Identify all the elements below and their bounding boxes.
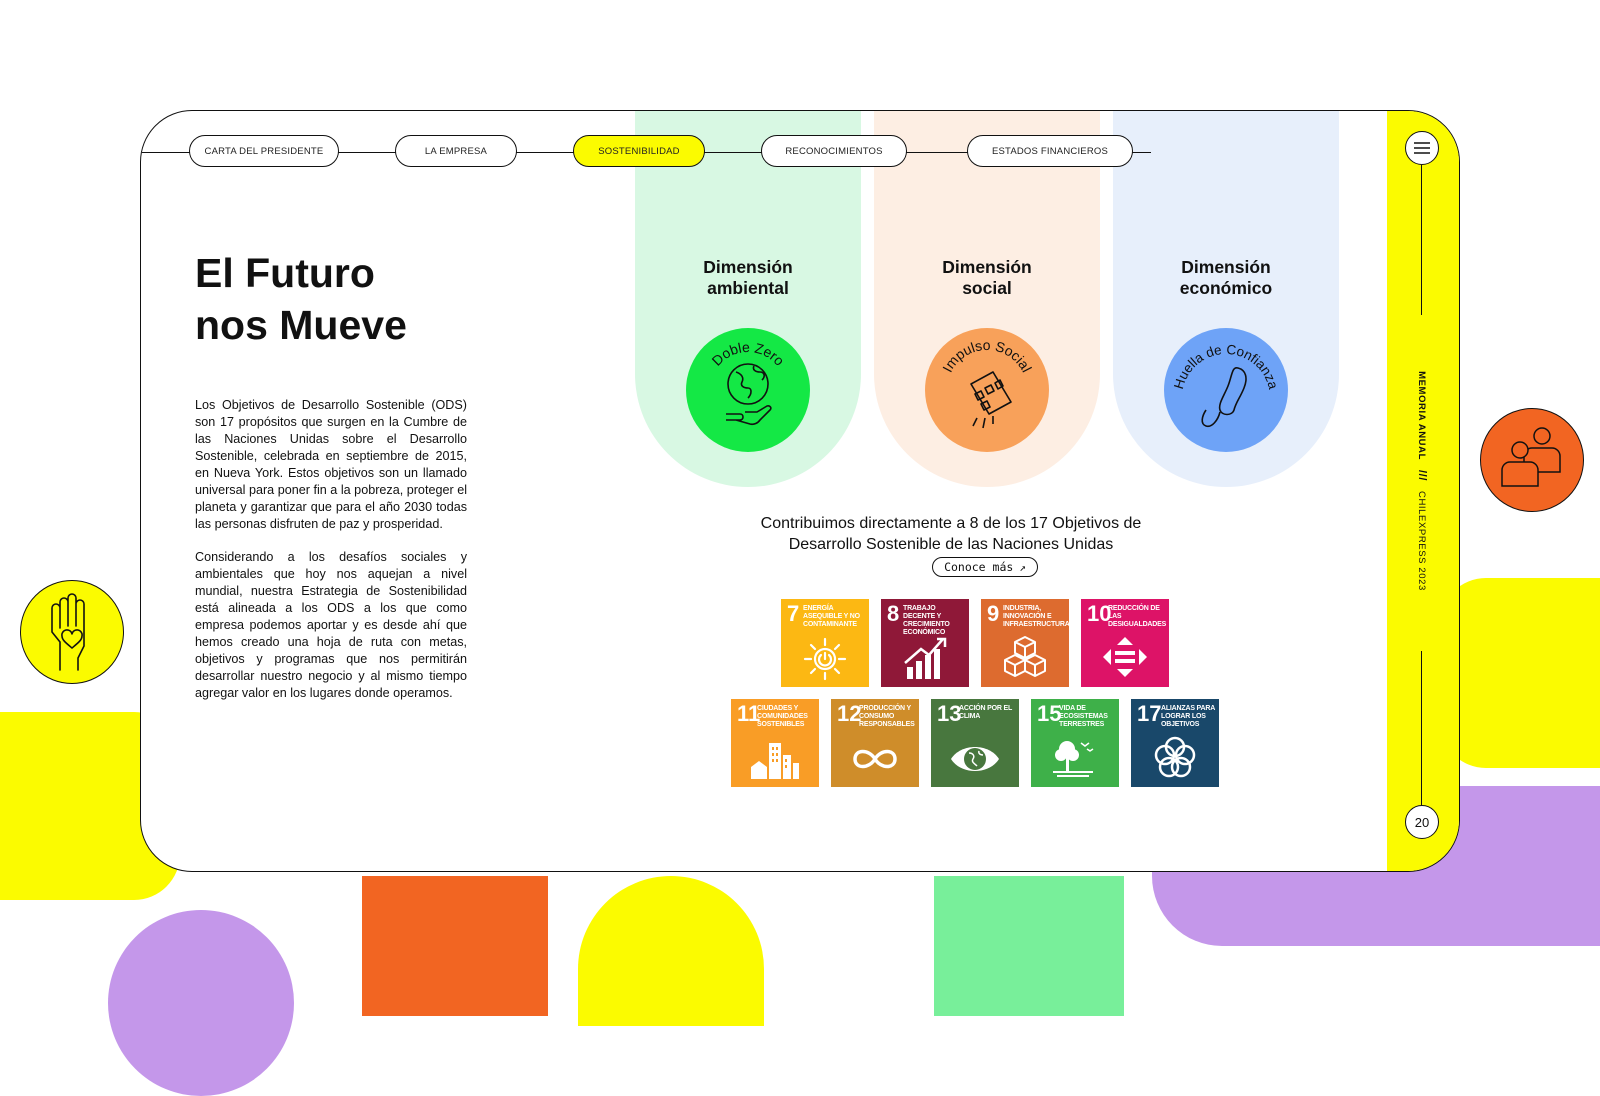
ods-title: REDUCCIÓN DE LAS DESIGUALDADES bbox=[1108, 605, 1167, 628]
cubes-icon bbox=[999, 633, 1051, 681]
footprint-icon bbox=[1164, 328, 1288, 452]
conoce-mas-button[interactable] bbox=[932, 557, 1038, 577]
rail-line-bottom bbox=[1421, 651, 1422, 805]
ods-number: 12 bbox=[837, 701, 862, 726]
ods-tile-13[interactable] bbox=[931, 699, 1019, 787]
dimension-economico-title bbox=[1113, 257, 1339, 299]
main-card bbox=[140, 110, 1460, 872]
decorative-purple-circle bbox=[108, 910, 294, 1096]
tab-label: RECONOCIMIENTOS bbox=[785, 145, 883, 157]
page-title-line1: El Futuro bbox=[195, 250, 375, 296]
ods-intro-line2: Desarrollo Sostenible de las Naciones Unidas bbox=[788, 536, 1114, 553]
strategy-paragraph: Considerando a los desafíos sociales y ambientales que hoy nos aquejan a nivel mundial, nuestra Estrategia de Sostenibilidad está alineada a los ODS a los que como empresa podemos aportar y es desde ahí que hemos creado una hoja de ruta con metas, objetivos y programas que nos permitirán desarrollar nuestro negocio y al mismo tiempo agregar valor en los lugares donde operamos. bbox=[195, 550, 467, 700]
menu-button[interactable] bbox=[1405, 131, 1439, 165]
impulso-social-badge[interactable] bbox=[925, 328, 1049, 452]
dimension-title-line2: económico bbox=[1179, 278, 1273, 298]
ods-intro-line1: Contribuimos directamente a 8 de los 17 Objetivos de bbox=[760, 515, 1142, 532]
ods-tile-8[interactable] bbox=[881, 599, 969, 687]
page-number: 20 bbox=[1405, 805, 1439, 839]
arrow-up-right-icon: ↗ bbox=[1019, 560, 1026, 574]
ods-title: ACCIÓN POR EL CLIMA bbox=[959, 705, 1012, 720]
hand-heart-badge bbox=[20, 580, 124, 684]
ods-tile-15[interactable] bbox=[1031, 699, 1119, 787]
ods-title: PRODUCCIÓN Y CONSUMO RESPONSABLES bbox=[859, 705, 915, 728]
ods-number: 10 bbox=[1087, 601, 1112, 626]
page-title bbox=[195, 247, 407, 351]
decorative-green-shape bbox=[934, 876, 1124, 1016]
ods-tile-12[interactable] bbox=[831, 699, 919, 787]
ods-tile-9[interactable] bbox=[981, 599, 1069, 687]
ods-number: 7 bbox=[787, 601, 800, 626]
ods-title: TRABAJO DECENTE Y CRECIMIENTO ECONÓMICO bbox=[903, 605, 950, 636]
ods-number: 8 bbox=[887, 601, 900, 626]
chilexpress-logo-icon: /// bbox=[1416, 470, 1428, 481]
ods-number: 17 bbox=[1137, 701, 1162, 726]
tab-sostenibilidad[interactable] bbox=[573, 135, 705, 167]
dimension-title-line1: Dimensión bbox=[942, 257, 1032, 277]
tab-carta-del-presidente[interactable] bbox=[189, 135, 339, 167]
dimension-title-line1: Dimensión bbox=[703, 257, 793, 277]
ods-title: ENERGÍA ASEQUIBLE Y NO CONTAMINANTE bbox=[803, 605, 860, 628]
tab-label: LA EMPRESA bbox=[424, 145, 488, 157]
globe-hand-icon bbox=[686, 328, 810, 452]
ods-number: 13 bbox=[937, 701, 962, 726]
rail-label bbox=[1416, 371, 1428, 591]
decorative-yellow-arch bbox=[578, 876, 764, 1026]
ods-number: 11 bbox=[737, 701, 761, 726]
dimension-ambiental-title bbox=[635, 257, 861, 299]
decorative-orange-shape bbox=[362, 876, 548, 1016]
dimension-title-line1: Dimensión bbox=[1181, 257, 1271, 277]
city-icon bbox=[749, 733, 801, 781]
ods-number: 9 bbox=[987, 601, 1000, 626]
ods-title: INDUSTRIA, INNOVACIÓN E INFRAESTRUCTURA bbox=[1003, 605, 1070, 628]
svg-text:Huella de Confianza bbox=[1171, 342, 1281, 391]
equality-arrows-icon bbox=[1099, 633, 1151, 681]
tab-label: SOSTENIBILIDAD bbox=[598, 145, 680, 157]
ods-tile-10[interactable] bbox=[1081, 599, 1169, 687]
badge-label: Doble Zero bbox=[708, 338, 788, 369]
dimension-title-line2: social bbox=[962, 278, 1012, 298]
people-badge bbox=[1480, 408, 1584, 512]
building-rocket-icon bbox=[925, 328, 1049, 452]
badge-label: Huella de Confianza bbox=[1171, 341, 1281, 391]
ods-tile-17[interactable] bbox=[1131, 699, 1219, 787]
hamburger-menu-icon bbox=[1406, 132, 1438, 164]
ods-title: CIUDADES Y COMUNIDADES SOSTENIBLES bbox=[757, 705, 808, 728]
infinity-icon bbox=[849, 733, 901, 781]
rail-label-bold: MEMORIA ANUAL bbox=[1416, 371, 1428, 461]
sun-power-icon bbox=[799, 633, 851, 681]
decorative-yellow-shape-right bbox=[1440, 578, 1600, 768]
ods-number: 15 bbox=[1037, 701, 1062, 726]
growth-chart-icon bbox=[899, 633, 951, 681]
hand-heart-icon bbox=[20, 580, 124, 684]
flower-rings-icon bbox=[1149, 733, 1201, 781]
badge-label: Impulso Social bbox=[939, 336, 1036, 375]
doble-zero-badge[interactable] bbox=[686, 328, 810, 452]
huella-de-confianza-badge[interactable] bbox=[1164, 328, 1288, 452]
ods-tile-7[interactable] bbox=[781, 599, 869, 687]
ods-tile-11[interactable] bbox=[731, 699, 819, 787]
dimension-social-title bbox=[874, 257, 1100, 299]
tab-reconocimientos[interactable] bbox=[761, 135, 907, 167]
ods-title: ALIANZAS PARA LOGRAR LOS OBJETIVOS bbox=[1161, 705, 1215, 728]
dimension-title-line2: ambiental bbox=[707, 278, 789, 298]
page-title-line2: nos Mueve bbox=[195, 302, 407, 348]
conoce-mas-label: Conoce más bbox=[944, 560, 1014, 574]
intro-paragraph: Los Objetivos de Desarrollo Sostenible (ODS) son 17 propósitos que surgen en la Cumbre de las Naciones Unidas sobre el Desarrollo Sostenible, celebrada en septiembre de 2015, en Nueva York. Estos objetivos son un llamado universal para poner fin a la pobreza, proteger el planeta y garantizar que para el año 2030 todas las personas disfruten de paz y prosperidad. bbox=[195, 398, 467, 531]
ods-title: VIDA DE ECOSISTEMAS TERRESTRES bbox=[1059, 705, 1108, 728]
svg-text:Impulso Social bbox=[939, 337, 1035, 375]
tab-la-empresa[interactable] bbox=[395, 135, 517, 167]
ods-intro bbox=[721, 513, 1181, 555]
rail-label-regular: CHILEXPRESS 2023 bbox=[1416, 490, 1428, 591]
tab-estados-financieros[interactable] bbox=[967, 135, 1133, 167]
rail-line-top bbox=[1421, 165, 1422, 315]
eye-globe-icon bbox=[949, 733, 1001, 781]
people-icon bbox=[1480, 408, 1584, 512]
tab-label: ESTADOS FINANCIEROS bbox=[991, 145, 1109, 157]
tree-birds-icon bbox=[1049, 733, 1101, 781]
tab-label: CARTA DEL PRESIDENTE bbox=[204, 145, 324, 157]
